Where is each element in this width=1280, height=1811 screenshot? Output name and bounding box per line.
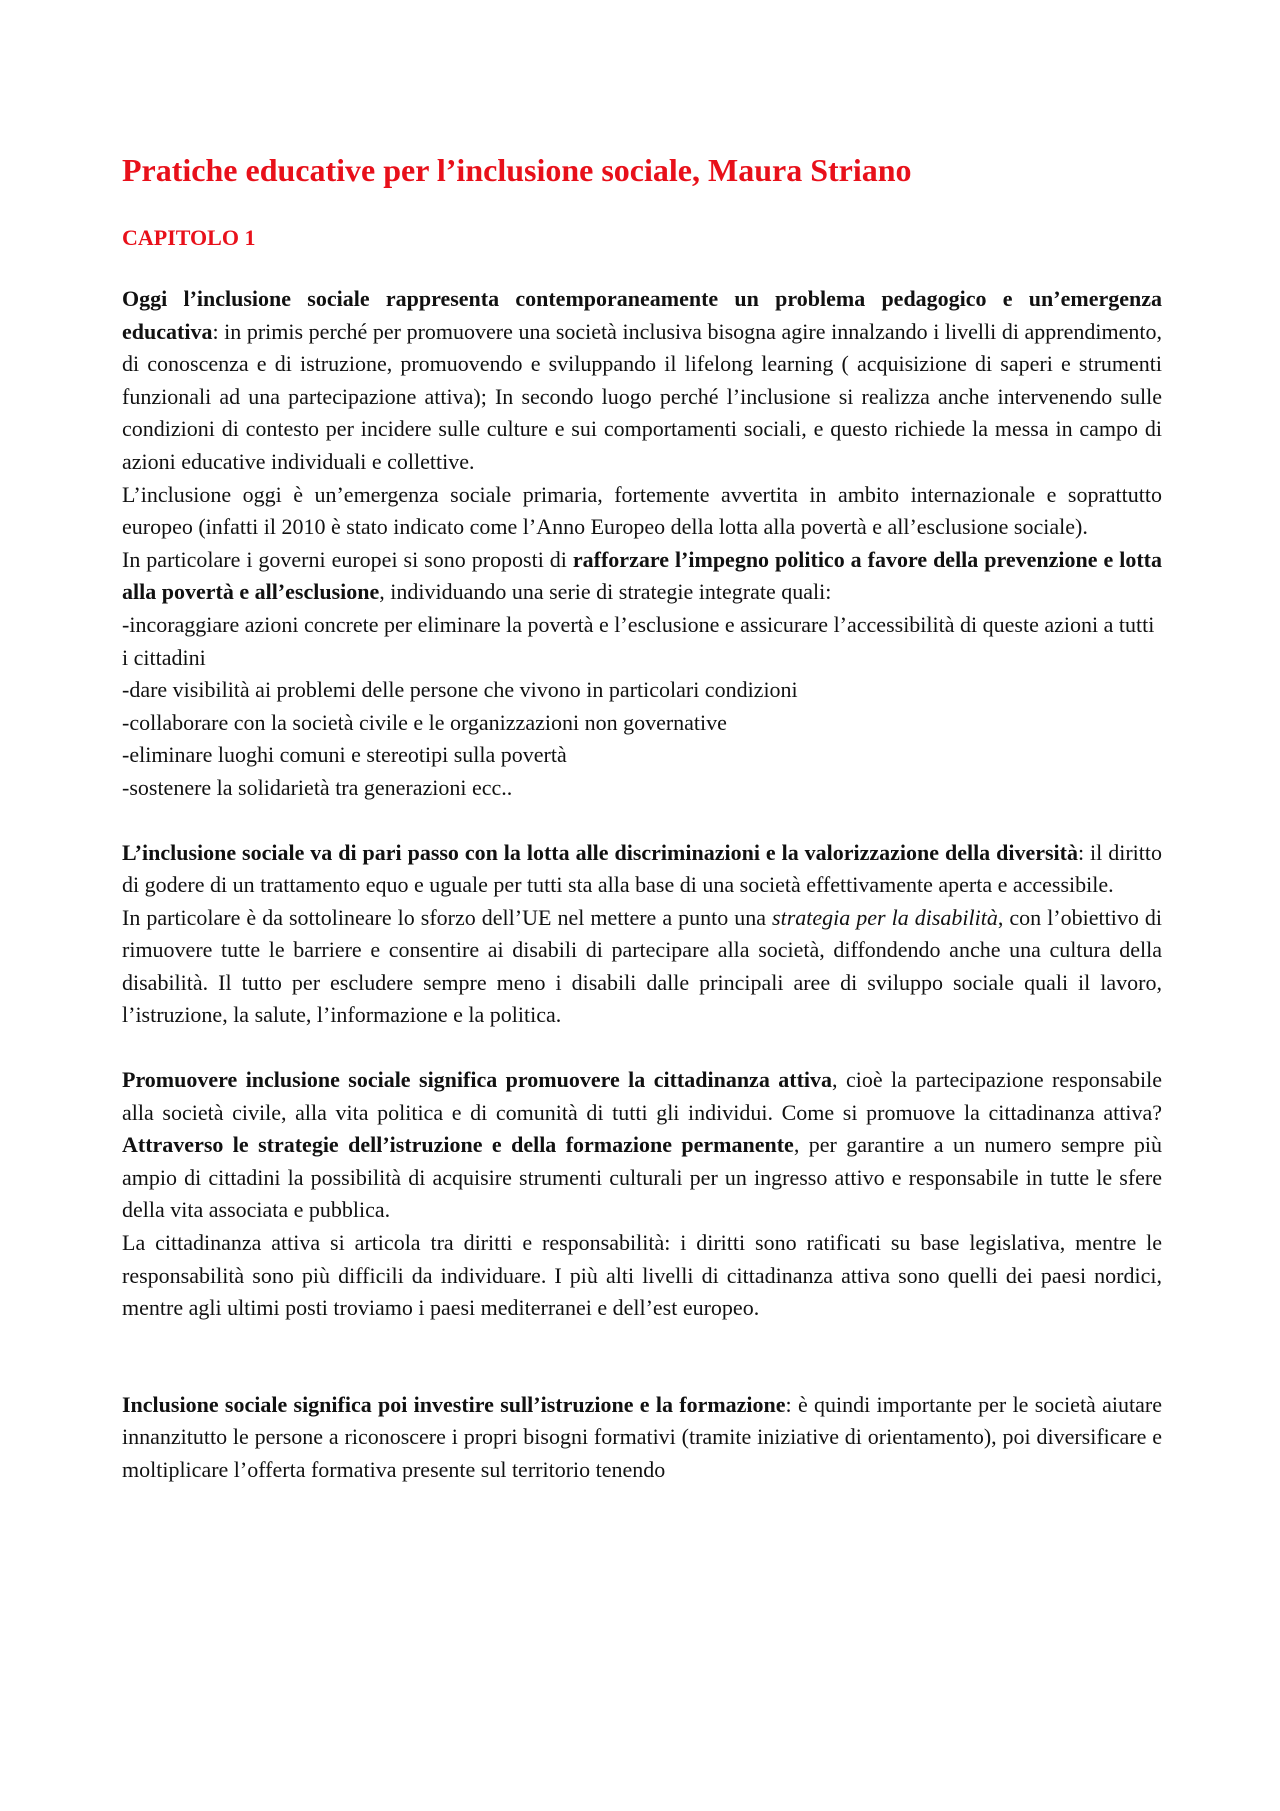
paragraph-1 xyxy=(122,283,1162,479)
paragraph-5-text-2: , con l’obiettivo di rimuovere tutte le barriere e consentire ai disabili di partecipare alla società, diffondendo anche una cultura della disabilità. Il tutto per escludere sempre meno i disabili dalle principali aree di sviluppo sociale quali il lavoro, l’istruzione, la salute, l’informazione e la politica. xyxy=(122,904,1162,1028)
paragraph-6-bold-1: Promuovere inclusione sociale significa promuovere la cittadinanza attiva xyxy=(122,1067,833,1093)
paragraph-3-text-2: , individuando una serie di strategie integrate quali: xyxy=(379,579,832,605)
paragraph-8 xyxy=(122,1389,1162,1487)
paragraph-1-text: : in primis perché per promuovere una società inclusiva bisogna agire innalzando i livelli di apprendimento, di conoscenza e di istruzione, promuovendo e sviluppando il lifelong learning ( acquisizione di saperi e strumenti funzionali ad una partecipazione attiva); In secondo luogo perché l’inclusione si realizza anche intervenendo sulle condizioni di contesto per incidere sulle culture e sui comportamenti sociali, e questo richiede la messa in campo di azioni educative individuali e collettive. xyxy=(122,318,1162,474)
paragraph-6-bold-2: Attraverso le strategie dell’istruzione e della formazione permanente xyxy=(122,1132,794,1158)
paragraph-4 xyxy=(122,837,1162,902)
paragraph-spacer xyxy=(122,1032,1162,1064)
paragraph-spacer xyxy=(122,1325,1162,1389)
paragraph-spacer xyxy=(122,805,1162,837)
paragraph-5-italic: strategia per la disabilità xyxy=(772,904,998,930)
paragraph-4-text: : il diritto di godere di un trattamento equo e uguale per tutti sta alla base di una società effettivamente aperta e accessibile. xyxy=(122,839,1162,898)
paragraph-2: L’inclusione oggi è un’emergenza sociale primaria, fortemente avvertita in ambito internazionale e soprattutto europeo (infatti il 2010 è stato indicato come l’Anno Europeo della lotta alla povertà e all’esclusione sociale). xyxy=(122,481,1162,540)
paragraph-3 xyxy=(122,544,1162,609)
paragraph-5 xyxy=(122,902,1162,1032)
paragraph-8-bold: Inclusione sociale significa poi investire sull’istruzione e la formazione xyxy=(122,1391,786,1417)
paragraph-6-text-1: , cioè la partecipazione responsabile alla società civile, alla vita politica e di comunità di tutti gli individui. Come si promuove la cittadinanza attiva? xyxy=(122,1067,1162,1125)
document-title: Pratiche educative per l’inclusione sociale, Maura Striano xyxy=(122,152,912,188)
paragraph-3-bold: rafforzare l’impegno politico a favore della prevenzione e lotta alla povertà e all’esclusione xyxy=(122,546,1162,605)
list-item: -eliminare luoghi comuni e stereotipi sulla povertà xyxy=(122,742,567,768)
paragraph-3-text-1: In particolare i governi europei si sono proposti di xyxy=(122,546,573,572)
list-item: -sostenere la solidarietà tra generazioni ecc.. xyxy=(122,774,513,800)
list-item: -dare visibilità ai problemi delle persone che vivono in particolari condizioni xyxy=(122,677,798,703)
document-page xyxy=(122,150,1162,1487)
paragraph-7: La cittadinanza attiva si articola tra diritti e responsabilità: i diritti sono ratificati su base legislativa, mentre le responsabilità sono più difficili da individuare. I più alti livelli di cittadinanza attiva sono quelli dei paesi nordici, mentre agli ultimi posti troviamo i paesi mediterranei e dell’est europeo. xyxy=(122,1230,1162,1321)
list-item: -collaborare con la società civile e le organizzazioni non governative xyxy=(122,709,727,735)
paragraph-6-text-2: , per garantire a un numero sempre più ampio di cittadini la possibilità di acquisire strumenti culturali per un ingresso attivo e responsabile in tutte le sfere della vita associata e pubblica. xyxy=(122,1132,1162,1223)
paragraph-6 xyxy=(122,1064,1162,1227)
paragraph-4-bold: L’inclusione sociale va di pari passo con la lotta alle discriminazioni e la valorizzazione della diversità xyxy=(122,839,1078,865)
paragraph-1-bold: Oggi l’inclusione sociale rappresenta contemporaneamente un problema pedagogico e un’emergenza educativa xyxy=(122,286,1162,344)
list-item: -incoraggiare azioni concrete per eliminare la povertà e l’esclusione e assicurare l’accessibilità di queste azioni a tutti i cittadini xyxy=(122,611,1155,670)
paragraph-5-text-1: In particolare è da sottolineare lo sforzo dell’UE nel mettere a punto una xyxy=(122,904,773,930)
chapter-heading: CAPITOLO 1 xyxy=(122,225,256,250)
paragraph-8-text: : è quindi importante per le società aiutare innanzitutto le persone a riconoscere i propri bisogni formativi (tramite iniziative di orientamento), poi diversificare e moltiplicare l’offerta formativa presente sul territorio tenendo xyxy=(122,1391,1162,1482)
